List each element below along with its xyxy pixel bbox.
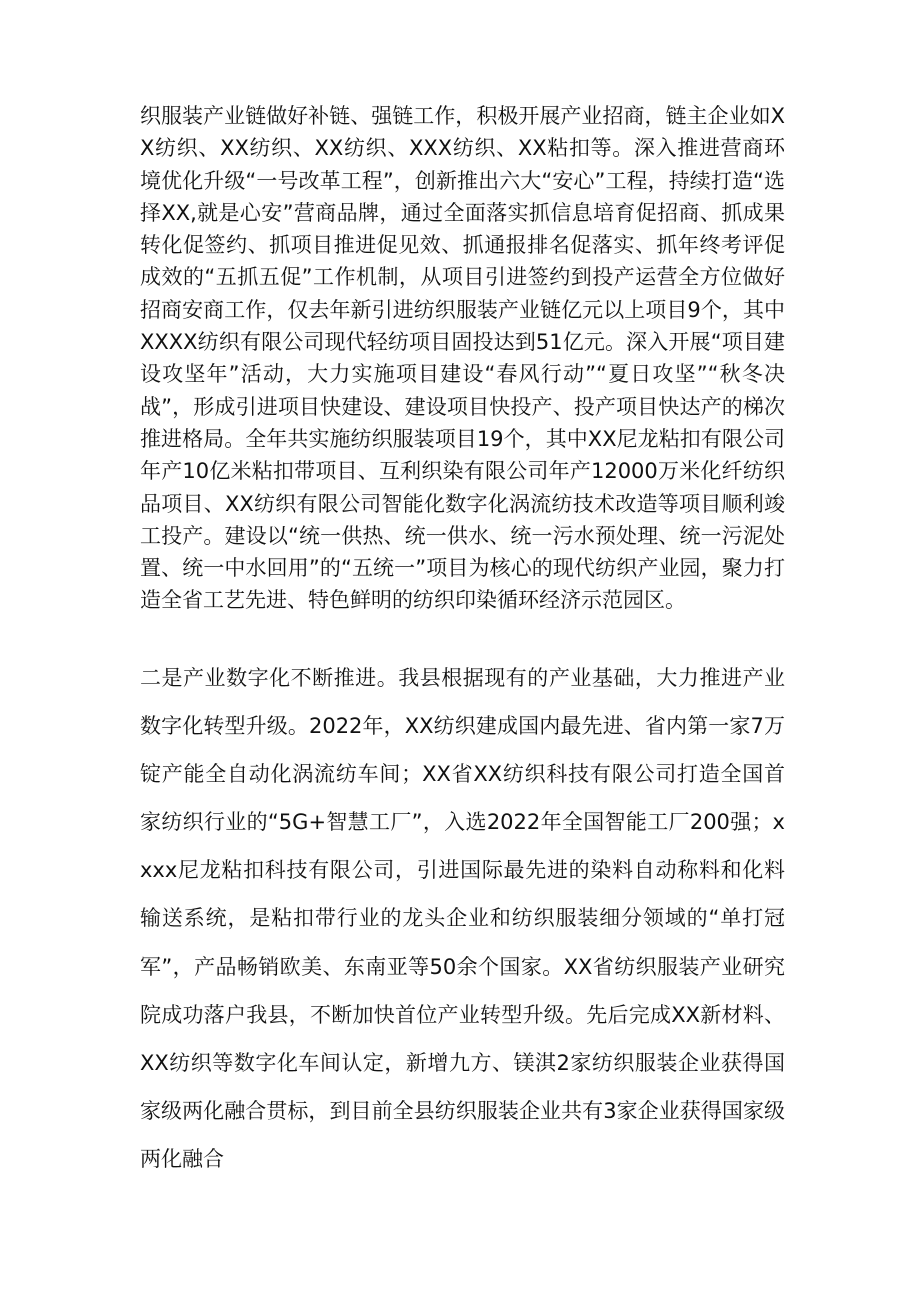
body-paragraph-investment: 织服装产业链做好补链、强链工作，积极开展产业招商，链主企业如XX纺织、XX纺织、XX纺织、XXX纺织、XX粘扣等。深入推进营商环境优化升级“一号改革工程”，创新推出六大“安心”工程，持续打造“选择XX,就是心安”营商品牌，通过全面落实抓信息培育促招商、抓成果转化促签约、抓项目推进促见效、抓通报排名促落实、抓年终考评促成效的“五抓五促”工作机制，从项目引进签约到投产运营全方位做好招商安商工作，仅去年新引进纺织服装产业链亿元以上项目9个，其中XXXX纺织有限公司现代轻纺项目固投达到51亿元。深入开展“项目建设攻坚年”活动，大力实施项目建设“春风行动”“夏日攻坚”“秋冬决战”，形成引进项目快建设、建设项目快投产、投产项目快达产的梯次推进格局。全年共实施纺织服装项目19个，其中XX尼龙粘扣有限公司年产10亿米粘扣带项目、互利织染有限公司年产12000万米化纤纺织品项目、XX纺织有限公司智能化数字化涡流纺技术改造等项目顺利竣工投产。建设以“统一供热、统一供水、统一污水预处理、统一污泥处置、统一中水回用”的“五统一”项目为核心的现代纺织产业园，聚力打造全省工艺先进、特色鲜明的纺织印染循环经济示范园区。 [140, 104, 785, 613]
body-paragraph-digitalization: 二是产业数字化不断推进。我县根据现有的产业基础，大力推进产业数字化转型升级。2022年，XX纺织建成国内最先进、省内第一家7万锭产能全自动化涡流纺车间；XX省XX纺织科技有限公司打造全国首家纺织行业的“5G+智慧工厂”，入选2022年全国智能工厂200强；xxxx尼龙粘扣科技有限公司，引进国际最先进的染料自动称料和化料输送系统，是粘扣带行业的龙头企业和纺织服装细分领域的“单打冠军”，产品畅销欧美、东南亚等50余个国家。XX省纺织服装产业研究院成功落户我县，不断加快首位产业转型升级。先后完成XX新材料、XX纺织等数字化车间认定，新增九方、镁淇2家纺织服装企业获得国家级两化融合贯标，到目前全县纺织服装企业共有3家企业获得国家级两化融合 [140, 666, 785, 1171]
